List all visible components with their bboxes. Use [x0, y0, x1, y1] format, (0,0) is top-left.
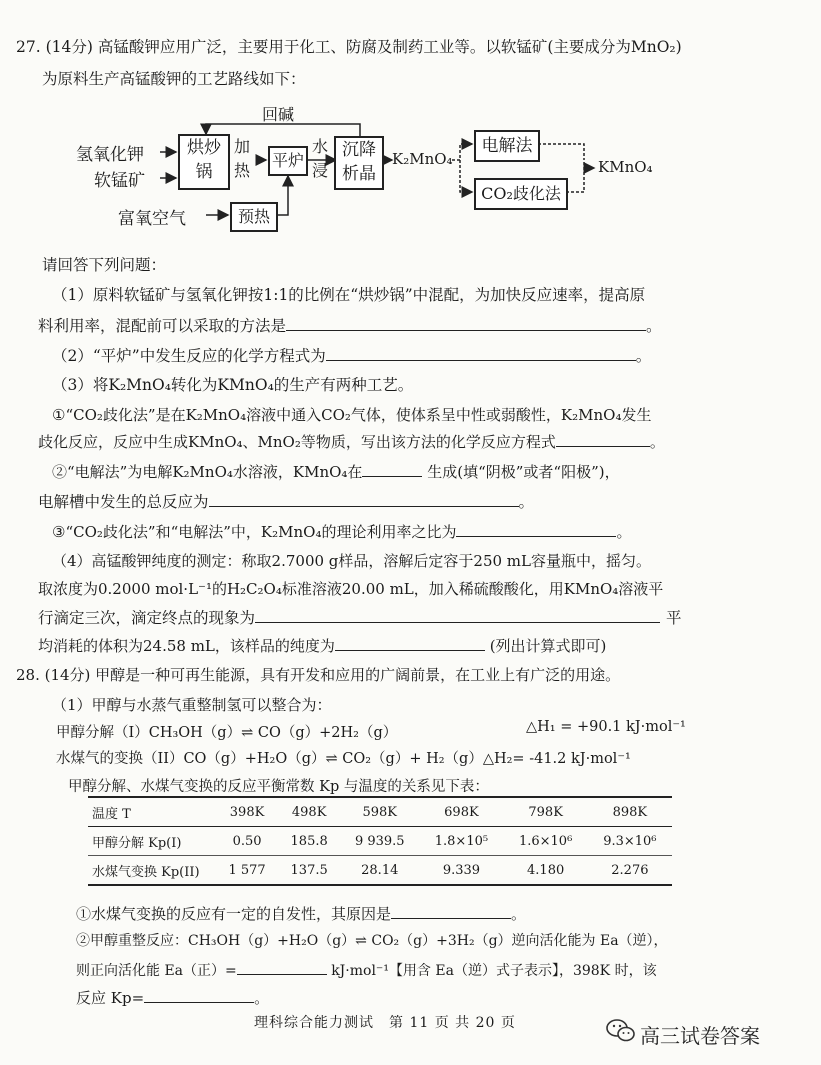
flow-heat-2: 热 [233, 161, 250, 180]
q28-header: 28. (14分) 甲醇是一种可再生能源，具有开发和应用的广阔前景，在工业上有广泛的用途。 [16, 666, 621, 684]
table-cell: 甲醇分解 Kp(I) [92, 835, 182, 851]
q27-intro: 请回答下列问题： [42, 256, 167, 274]
q28-table-intro: 甲醇分解、水煤气变换的反应平衡常数 Kp 与温度的关系见下表： [68, 779, 489, 795]
table-cell: 1 577 [216, 856, 278, 886]
q28-part1a [76, 902, 526, 925]
q27-part4-line1: （4）高锰酸钾纯度的测定：称取2.7000 g样品，溶解后定容于250 mL容量瓶中，摇匀。 [52, 552, 651, 570]
flow-flat-box: 平炉 [268, 146, 308, 176]
q27-part3c-text: ③“CO₂歧化法”和“电解法”中，K₂MnO₄的理论利用率之比为 [52, 523, 457, 541]
period: 。 [511, 905, 527, 923]
q27-part3: （3）将K₂MnO₄转化为KMnO₄的生产有两种工艺。 [52, 376, 414, 394]
q27-part1-answer-blank[interactable] [286, 314, 646, 331]
period: 。 [518, 493, 535, 511]
q27-part3a-text: 歧化反应，反应中生成KMnO₄、MnO₂等物质，写出该方法的化学反应方程式 [38, 433, 556, 451]
flow-water-1: 水 [311, 137, 328, 156]
table-cell: 1.8×10⁵ [434, 833, 489, 849]
q28-part1b-text-b: kJ·mol⁻¹【用含 Ea（逆）式子表示】，398K 时，该 [331, 963, 657, 979]
flow-air-label: 富氧空气 [118, 209, 186, 229]
q27-part1-line2 [38, 314, 662, 337]
flow-k2mno4-label: K₂MnO₄ [392, 150, 453, 168]
q27-part3c [52, 520, 631, 543]
kp-table-header-row [88, 797, 672, 827]
flow-recycle-label: 回碱 [262, 105, 295, 124]
page-footer: 理科综合能力测试 第 11 页 共 20 页 [254, 1015, 516, 1031]
q27-part3b-text-a: ②“电解法”为电解K₂MnO₄水溶液，KMnO₄在 [52, 463, 363, 481]
flow-electro-box: 电解法 [474, 130, 540, 162]
q27-part3b-line2 [38, 490, 534, 513]
wechat-icon [606, 1018, 636, 1044]
q28-kp-text: 反应 Kp= [76, 989, 145, 1007]
kp-col-898: 898K [588, 797, 672, 827]
q27-part4-text-c: 行滴定三次，滴定终点的现象为 [38, 609, 256, 627]
table-cell: 137.5 [278, 856, 340, 886]
watermark-text: 高三试卷答案 [640, 1024, 760, 1048]
kp-col-398: 398K [216, 797, 278, 827]
q27-part3c-answer-blank[interactable] [456, 520, 616, 537]
q27-part1-line1: （1）原料软锰矿与氢氧化钾按1:1的比例在“烘炒锅”中混配，为加快反应速率，提高原 [52, 286, 646, 304]
kp-col-798: 798K [504, 797, 588, 827]
period: 。 [649, 433, 665, 451]
q28-kp-answer-blank[interactable] [144, 986, 254, 1003]
q28-part1a-text: ①水煤气变换的反应有一定的自发性，其原因是 [76, 905, 392, 923]
q27-part3a-line2 [38, 430, 665, 453]
flow-heat-1: 加 [233, 137, 250, 156]
table-cell: 水煤气变换 Kp(II) [88, 856, 216, 886]
kp-col-498: 498K [278, 797, 340, 827]
q28-part1a-answer-blank[interactable] [391, 902, 511, 919]
table-cell: 1.6×10⁶ [518, 833, 573, 849]
q27-part3b-text-b: 生成(填“阴极”或者“阳极”)， [427, 463, 620, 481]
table-cell: 9 939.5 [354, 833, 405, 849]
period: 。 [646, 317, 662, 335]
q27-part3b-line1 [52, 460, 620, 483]
flow-precip-box: 沉降析晶 [334, 136, 384, 190]
q27-part2-answer-blank[interactable] [326, 344, 636, 361]
table-row [88, 827, 672, 856]
q27-part4-line3 [38, 606, 682, 629]
q28-eq2: 水煤气的变换（II）CO（g）+H₂O（g）⇌ CO₂（g）+ H₂（g）△H₂= -41.2 kJ·mol⁻¹ [56, 751, 631, 767]
q28-ea-forward-blank[interactable] [237, 958, 327, 975]
q27-part3a-answer-blank[interactable] [556, 430, 650, 447]
q28-part1b-line1: ②甲醇重整反应：CH₃OH（g）+H₂O（g）⇌ CO₂（g）+3H₂（g）逆向活化能为 Ea（逆）， [76, 933, 668, 949]
q27-part4-line2: 取浓度为0.2000 mol·L⁻¹的H₂C₂O₄标准溶液20.00 mL，加入稀硫酸酸化，用KMnO₄溶液平 [38, 580, 664, 598]
q27-part4-line4 [38, 634, 606, 657]
table-cell: 9.339 [419, 856, 503, 886]
table-row [88, 856, 672, 886]
kp-col-598: 598K [340, 797, 419, 827]
flow-co2-box: CO₂歧化法 [474, 178, 568, 210]
flow-preheat-box: 预热 [230, 202, 278, 232]
q27-part4-purity-blank[interactable] [335, 634, 485, 651]
q27-header: 27. (14分) 高锰酸钾应用广泛，主要用于化工、防腐及制药工业等。以软锰矿(主要成分为MnO₂) [16, 38, 682, 56]
kp-table [88, 796, 672, 886]
q27-part3b-electrode-blank[interactable] [362, 460, 422, 477]
q27-part4-text-d: 均消耗的体积为24.58 mL，该样品的纯度为 [38, 637, 335, 655]
q27-part3a-line1: ①“CO₂歧化法”是在K₂MnO₄溶液中通入CO₂气体，使体系呈中性或弱酸性，K₂MnO₄发生 [52, 406, 652, 424]
q28-part1b-line3 [76, 986, 269, 1009]
table-cell: 0.50 [232, 833, 262, 849]
table-cell: 4.180 [504, 856, 588, 886]
q28-eq1-enthalpy: △H₁ = +90.1 kJ·mol⁻¹ [526, 719, 686, 735]
q27-part4-end-char: 平 [666, 609, 682, 627]
table-cell: 185.8 [290, 833, 328, 849]
flow-roaster-box: 烘炒锅 [178, 134, 230, 190]
q28-part1b-text-a: 则正向活化能 Ea（正）= [76, 963, 237, 979]
flow-kmno4-label: KMnO₄ [598, 158, 653, 176]
q28-part1: （1）甲醇与水蒸气重整制氢可以整合为： [52, 696, 332, 714]
q27-part4-note: (列出计算式即可) [489, 637, 607, 655]
q28-part1b-line2 [76, 958, 657, 982]
q27-part3b-answer-blank[interactable] [209, 490, 519, 507]
table-cell: 9.3×10⁶ [603, 833, 657, 849]
q27-part3b-text-c: 电解槽中发生的总反应为 [38, 493, 209, 511]
q27-header-2: 为原料生产高锰酸钾的工艺路线如下： [42, 70, 306, 88]
q27-part2-text: （2）“平炉”中发生反应的化学方程式为 [52, 347, 326, 365]
kp-col-temp: 温度 T [88, 797, 216, 827]
q28-eq1: 甲醇分解（I）CH₃OH（g）⇌ CO（g）+2H₂（g） [56, 725, 398, 741]
period: 。 [635, 347, 652, 365]
kp-col-698: 698K [419, 797, 503, 827]
table-cell: 28.14 [340, 856, 419, 886]
q27-part2 [52, 344, 651, 367]
q27-part1-text: 料利用率，混配前可以采取的方法是 [38, 317, 287, 335]
period: 。 [254, 989, 270, 1007]
flow-ore-label: 软锰矿 [94, 171, 145, 191]
flow-water-2: 浸 [311, 161, 328, 180]
table-cell: 2.276 [588, 856, 672, 886]
q27-part4-endpoint-blank[interactable] [255, 606, 660, 623]
period: 。 [616, 523, 632, 541]
flow-koh-label: 氢氧化钾 [76, 145, 144, 165]
